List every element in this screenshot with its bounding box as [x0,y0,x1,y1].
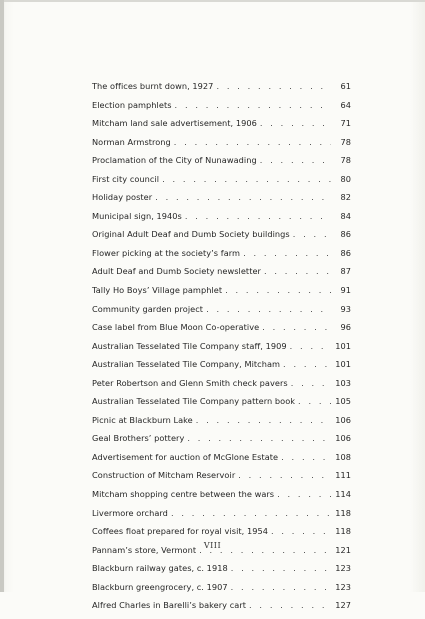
toc-entry-title: Australian Tesselated Tile Company pattern book [92,396,296,407]
dot-leader [196,415,331,425]
toc-entry-page: 114 [335,489,351,500]
toc-entry-title: Coffees float prepared for royal visit, 1954 [92,526,268,537]
toc-entry [92,415,351,434]
toc-entry-page: 123 [335,581,351,592]
toc-entry-page: 123 [335,563,351,574]
toc-entry-page: 96 [340,322,351,333]
toc-entry-title: Mitcham shopping centre between the wars [92,489,275,500]
toc-entry-page: 106 [335,433,351,444]
dot-leader [238,470,331,480]
dot-leader [277,489,331,499]
dot-leader [162,174,331,184]
toc-entry [92,155,351,174]
toc-entry-page: 93 [340,303,351,314]
toc-entry [92,378,351,397]
toc-entry-page: 105 [335,396,351,407]
toc-entry [92,322,351,341]
page-number: VIII [203,541,222,550]
toc-entry-title: Flower picking at the society’s farm [92,247,241,258]
toc-entry [92,248,351,267]
toc-entry [92,192,351,211]
toc-entry-page: 71 [340,118,351,129]
toc-entry [92,137,351,156]
toc-entry-title: Election pamphlets [92,99,172,110]
toc-entry [92,304,351,323]
dot-leader [249,600,331,610]
toc-entry-title: Alfred Charles in Barelli’s bakery cart [92,600,247,611]
toc-entry-title: Pannam’s store, Vermont [92,544,197,555]
toc-entry [92,100,351,119]
toc-entry [92,118,351,137]
toc-entry [92,452,351,471]
dot-leader [290,341,331,351]
toc-entry [92,396,351,415]
toc-entry-title: Case label from Blue Moon Co-operative [92,322,260,333]
toc-entry-page: 84 [340,210,351,221]
spine-shadow [0,0,4,592]
toc-entry-title: Geal Brothers’ pottery [92,433,185,444]
toc-entry-page: 101 [335,359,351,370]
list-of-illustrations [92,81,351,619]
toc-entry-page: 118 [335,526,351,537]
toc-entry-title: Tally Ho Boys’ Village pamphlet [92,285,223,296]
toc-entry-title: Australian Tesselated Tile Company staff, 1909 [92,340,287,351]
dot-leader [174,137,331,147]
dot-leader [291,378,331,388]
toc-entry [92,563,351,582]
toc-entry-title: Picnic at Blackburn Lake [92,414,193,425]
toc-entry-title: First city council [92,173,160,184]
toc-entry [92,285,351,304]
toc-entry-page: 78 [340,155,351,166]
toc-entry-title: Peter Robertson and Glenn Smith check pavers [92,377,288,388]
toc-entry [92,211,351,230]
toc-entry-page: 127 [335,600,351,611]
toc-entry [92,489,351,508]
toc-entry [92,81,351,100]
toc-entry-page: 78 [340,136,351,147]
toc-entry-title: Norman Armstrong [92,136,171,147]
dot-leader [206,304,331,314]
dot-leader [283,359,331,369]
toc-entry-title: Construction of Mitcham Reservoir [92,470,236,481]
toc-entry [92,174,351,193]
toc-entry-title: The offices burnt down, 1927 [92,81,214,91]
toc-entry-title: Advertisement for auction of McGlone Estate [92,451,279,462]
toc-entry-page: 86 [340,247,351,258]
toc-entry-page: 118 [335,507,351,518]
dot-leader [264,266,331,276]
toc-entry-title: Blackburn railway gates, c. 1918 [92,563,228,574]
toc-entry-page: 108 [335,451,351,462]
toc-entry-title: Municipal sign, 1940s [92,210,182,221]
toc-entry [92,470,351,489]
dot-leader [155,192,331,202]
toc-entry-title: Mitcham land sale advertisement, 1906 [92,118,257,129]
toc-entry-page: 106 [335,414,351,425]
toc-entry-page: 91 [340,285,351,296]
dot-leader [262,322,331,332]
dot-leader [231,582,331,592]
dot-leader [260,155,331,165]
toc-entry [92,600,351,619]
dot-leader [260,118,331,128]
dot-leader [187,433,331,443]
toc-entry-title: Community garden project [92,303,204,314]
dot-leader [243,248,331,258]
toc-entry-page: 86 [340,229,351,240]
dot-leader [298,396,331,406]
dot-leader [231,563,331,573]
toc-entry-page: 87 [340,266,351,277]
toc-entry [92,359,351,378]
toc-entry-title: Proclamation of the City of Nunawading [92,155,257,166]
dot-leader [216,81,331,91]
dot-leader [271,526,331,536]
toc-entry-page: 82 [340,192,351,203]
dot-leader [175,100,331,110]
toc-entry-page: 61 [340,81,351,91]
toc-entry [92,508,351,527]
dot-leader [225,285,331,295]
dot-leader [171,508,331,518]
dot-leader [281,452,331,462]
toc-entry-title: Original Adult Deaf and Dumb Society buildings [92,229,290,240]
toc-entry-title: Adult Deaf and Dumb Society newsletter [92,266,261,277]
toc-entry [92,433,351,452]
toc-entry-title: Holiday poster [92,192,153,203]
dot-leader [185,211,331,221]
page-top-edge [0,0,425,2]
toc-entry-page: 101 [335,340,351,351]
toc-entry [92,266,351,285]
toc-entry-title: Livermore orchard [92,507,168,518]
toc-entry-title: Blackburn greengrocery, c. 1907 [92,581,228,592]
toc-entry-title: Australian Tesselated Tile Company, Mitcham [92,359,281,370]
dot-leader [293,229,331,239]
toc-entry [92,582,351,601]
toc-entry-page: 111 [335,470,351,481]
toc-entry-page: 103 [335,377,351,388]
toc-entry-page: 64 [340,99,351,110]
toc-entry-page: 121 [335,544,351,555]
toc-entry-page: 80 [340,173,351,184]
toc-entry [92,341,351,360]
toc-entry [92,229,351,248]
